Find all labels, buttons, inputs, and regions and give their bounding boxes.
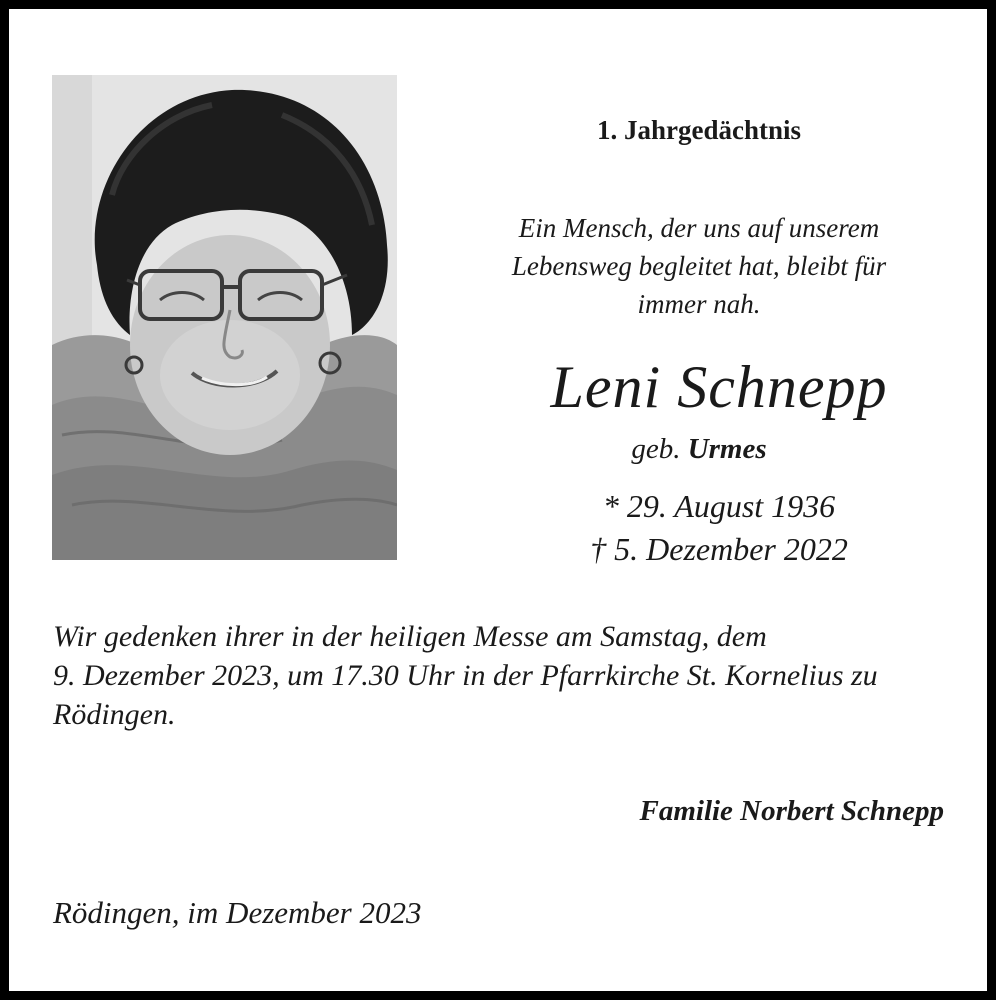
- memorial-quote: [449, 209, 949, 323]
- anniversary-title: 1. Jahrgedächtnis: [596, 115, 802, 145]
- maiden-name: [589, 433, 809, 466]
- mass-announcement: [53, 617, 973, 734]
- family-signature: Familie Norbert Schnepp: [639, 795, 944, 827]
- life-dates: [509, 485, 929, 571]
- quote-line: Lebensweg begleitet hat, bleibt für: [511, 251, 887, 281]
- deceased-name: Leni Schnepp: [550, 354, 888, 420]
- quote-line: immer nah.: [637, 289, 761, 319]
- death-date: † 5. Dezember 2022: [590, 531, 848, 567]
- maiden-name-prefix: geb.: [631, 433, 681, 465]
- mass-line: Wir gedenken ihrer in der heiligen Messe am Samstag, dem: [53, 620, 767, 653]
- birth-date: * 29. August 1936: [602, 488, 836, 524]
- mass-line: 9. Dezember 2023, um 17.30 Uhr in der Pfarrkirche St. Kornelius zu: [53, 659, 878, 692]
- place-and-date: Rödingen, im Dezember 2023: [53, 895, 422, 930]
- quote-line: Ein Mensch, der uns auf unserem: [518, 213, 880, 243]
- mass-line: Rödingen.: [53, 698, 176, 731]
- portrait-photo: [52, 75, 397, 560]
- maiden-name-value: Urmes: [687, 433, 767, 465]
